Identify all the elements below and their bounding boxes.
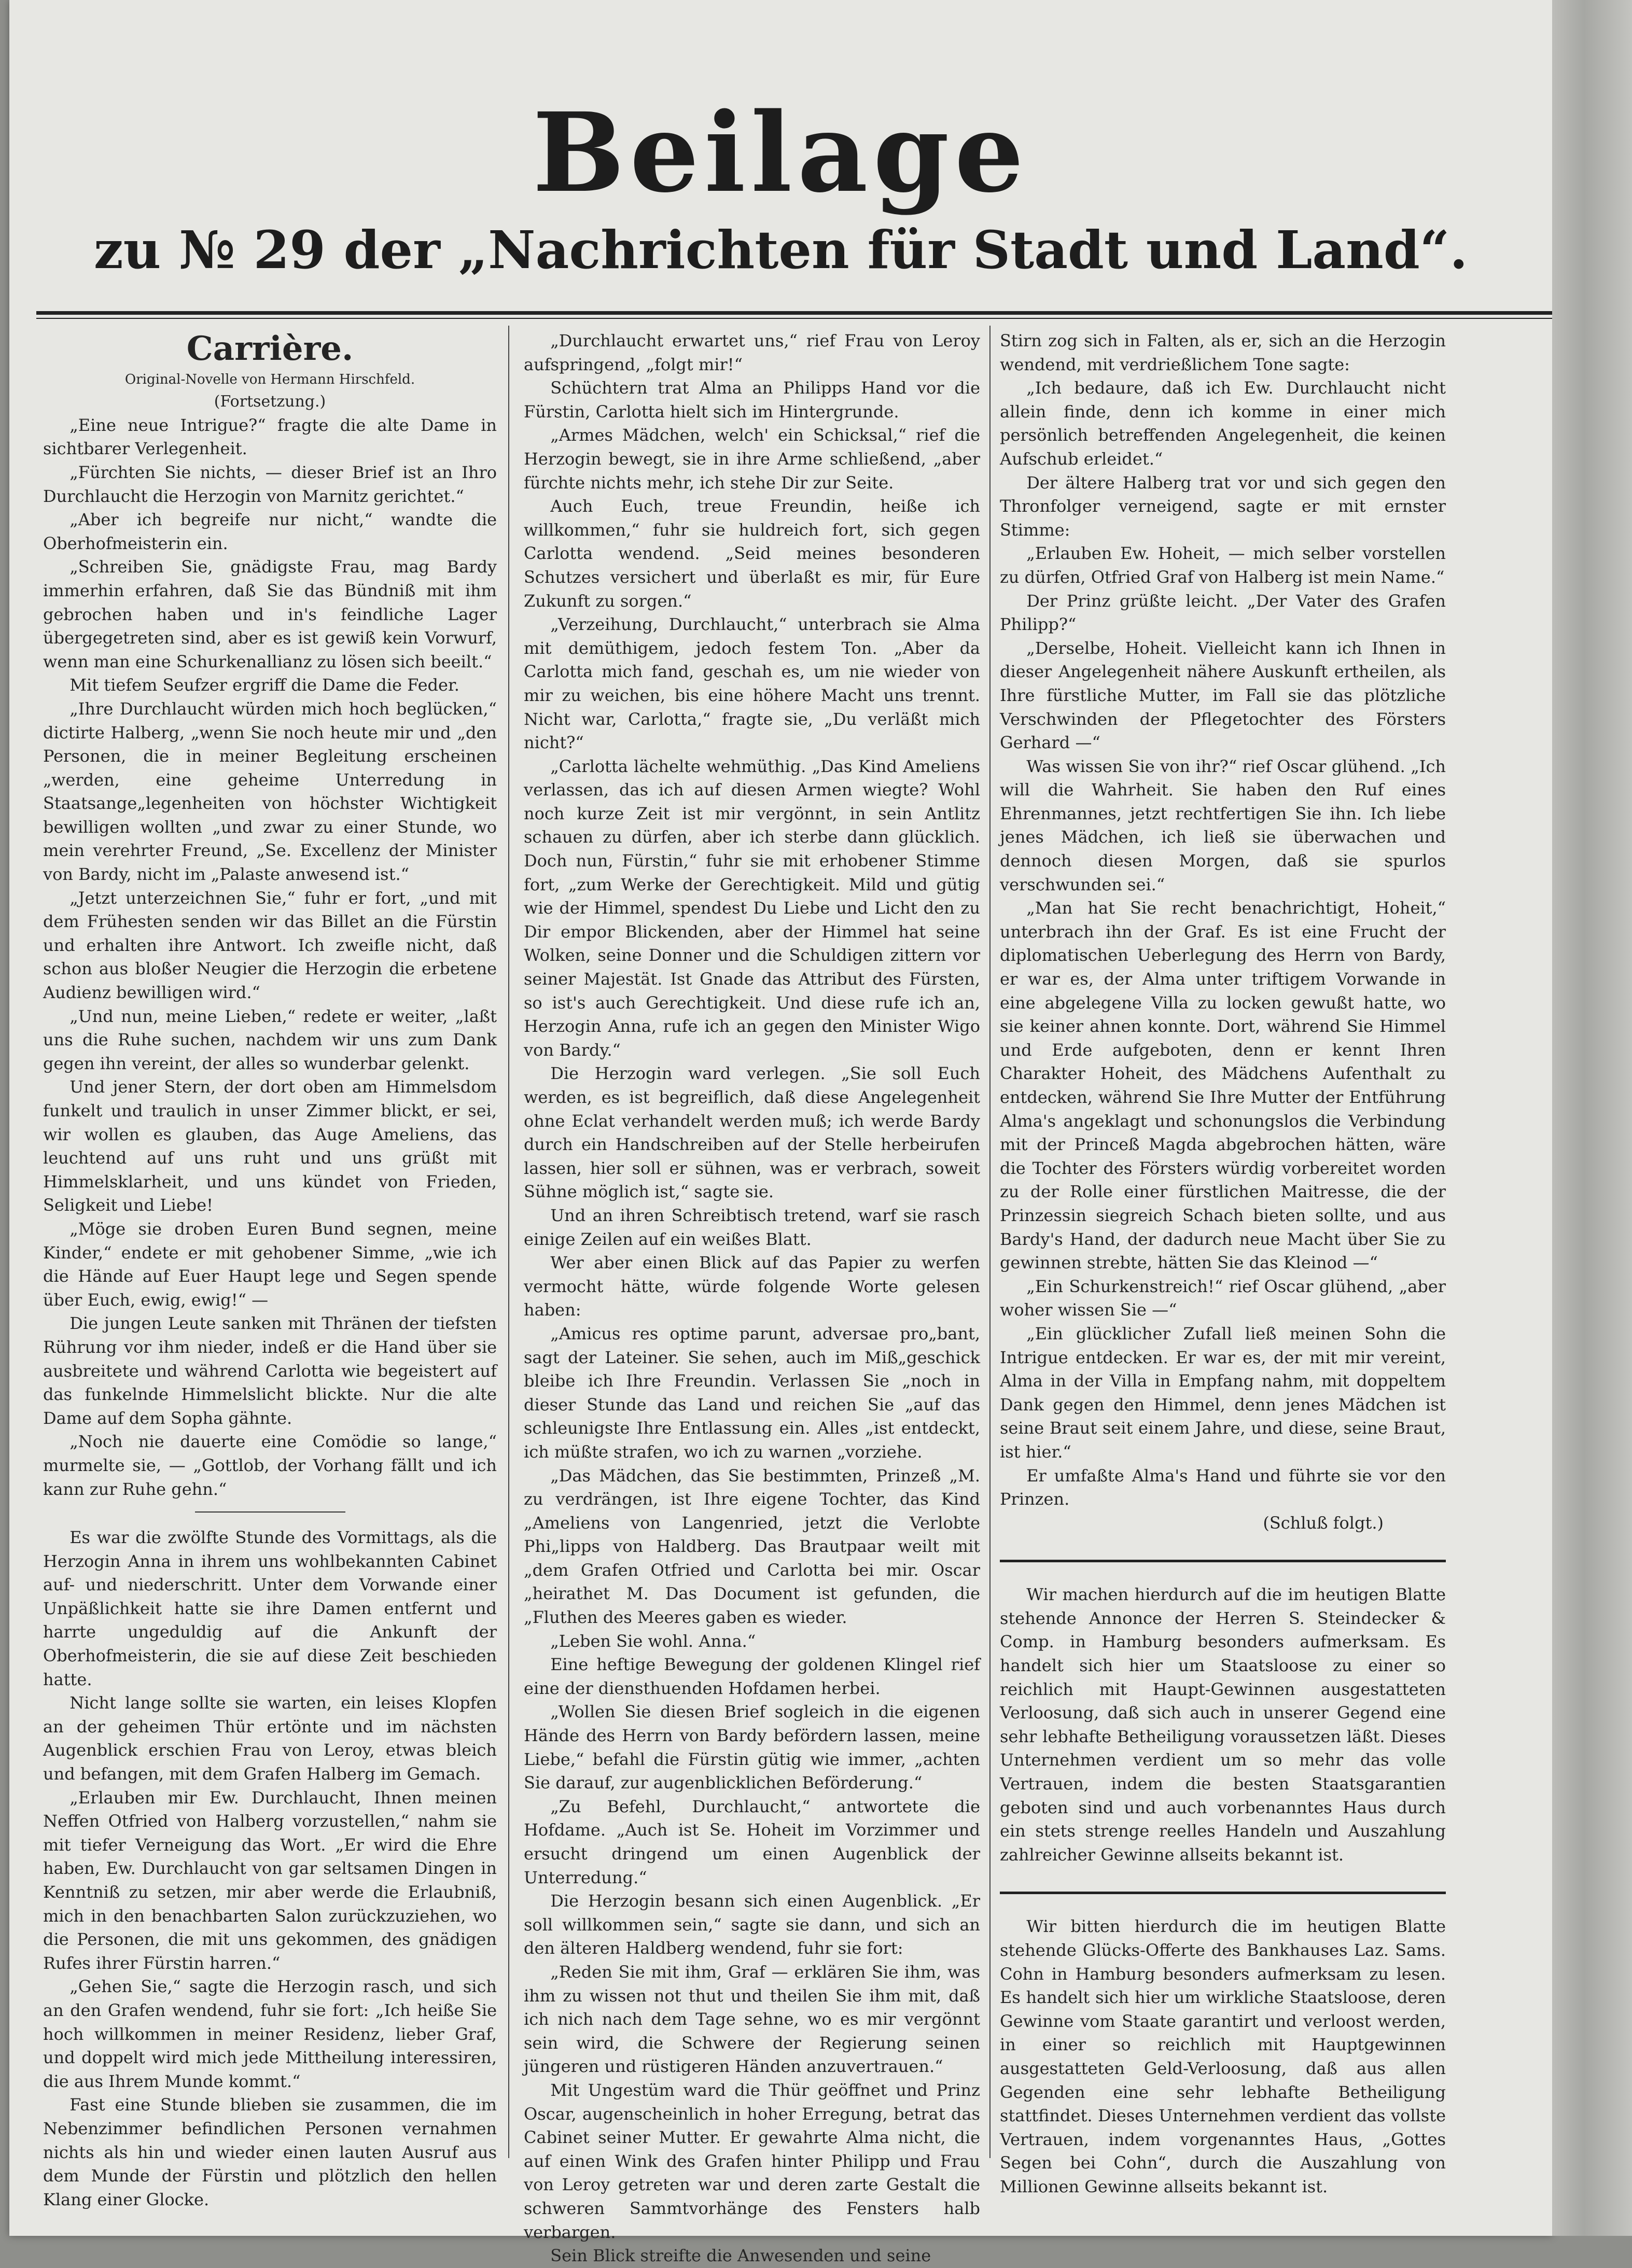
paragraph: „Erlauben mir Ew. Durchlaucht, Ihnen meinen Neffen Otfried von Halberg vorzustellen,“ nahm sie mit tiefer Verneigung das Wort. „Er wird die Ehre haben, Ew. Durchlaucht von gar seltsamen Dingen in Kenntniß zu setzen, mir aber werde die Erlaubniß, mich in den benachbarten Salon zurückzuziehen, wo die Personen, die mit uns gekommen, des gnädigen Rufes ihrer Fürstin harren.“: [43, 1787, 497, 1973]
header-rule-thick: [36, 311, 1553, 315]
paragraph: „Erlauben Ew. Hoheit, — mich selber vorstellen zu dürfen, Otfried Graf von Halberg ist mein Name.“: [1000, 543, 1446, 587]
column-3: [1000, 329, 1446, 2199]
paragraph: „Reden Sie mit ihm, Graf — erklären Sie ihm, was ihm zu wissen not thut und theilen Sie ihm mit, daß ich nich nach dem Tage sehne, wo es mir vergönnt sein wird, die Schwere der Regierung seinen jüngeren und rüstigeren Händen anzuvertrauen.“: [524, 1962, 980, 2077]
paragraph: Die Herzogin ward verlegen. „Sie soll Euch werden, es ist begreiflich, daß diese Angelegenheit ohne Eclat verhandelt werden muß; ich werde Bardy durch ein Handschreiben auf der Stelle herbeirufen lassen, hier soll er sühnen, was er verbrach, soweit Sühne möglich ist,“ sagte sie.: [524, 1063, 980, 1202]
paragraph: „Carlotta lächelte wehmüthig. „Das Kind Ameliens verlassen, das ich auf diesen Armen wiegte? Wohl noch kurze Zeit ist mir vergönnt, in sein Antlitz schauen zu dürfen, aber ich sterbe dann glücklich. Doch nun, Fürstin,“ fuhr sie mit erhobener Stimme fort, „zum Werke der Gerechtigkeit. Mild und gütig wie der Himmel, spendest Du Liebe und Licht den zu Dir empor Blickenden, aber der Himmel hat seine Wolken, seine Donner und die Schuldigen zittern vor seiner Majestät. Ist Gnade das Attribut des Fürsten, so ist's auch Gerechtigkeit. Und diese rufe ich an, Herzogin Anna, rufe ich an gegen den Minister Wigo von Bardy.“: [524, 756, 980, 1060]
article-byline: Original-Novelle von Hermann Hirschfeld.: [124, 371, 415, 387]
paragraph: „Derselbe, Hoheit. Vielleicht kann ich Ihnen in dieser Angelegenheit nähere Auskunft ertheilen, als Ihre fürstliche Mutter, im Fall sie das plötzliche Verschwinden der Pflegetochter des Försters Gerhard —“: [1000, 638, 1446, 753]
paragraph: Stirn zog sich in Falten, als er, sich an die Herzogin wendend, mit verdrießlichem Tone sagte:: [1000, 331, 1446, 374]
header-rule-thin: [36, 318, 1553, 319]
article-continuation: (Fortsetzung.): [214, 392, 326, 411]
paragraph: „Jetzt unterzeichnen Sie,“ fuhr er fort, „und mit dem Frühesten senden wir das Billet an die Fürstin und erhalten ihre Antwort. Ich zweifle nicht, daß schon aus bloßer Neugier die Herzogin die erbetene Audienz bewilligen wird.“: [43, 888, 497, 1003]
adjacent-page-edge: [1552, 0, 1632, 2236]
column-divider-1: [508, 326, 509, 2158]
paragraph: Die Herzogin besann sich einen Augenblick. „Er soll willkommen sein,“ sagte sie dann, und sich an den älteren Haldberg wendend, fuhr sie fort:: [524, 1891, 980, 1958]
paragraph: „Eine neue Intrigue?“ fragte die alte Dame in sichtbarer Verlegenheit.: [43, 415, 497, 459]
letter-signature: „Leben Sie wohl. Anna.“: [550, 1631, 756, 1651]
masthead-title: Beilage: [532, 89, 1029, 217]
paragraph: Und jener Stern, der dort oben am Himmelsdom funkelt und traulich in unser Zimmer blickt, er sei, wir wollen es glauben, das Auge Ameliens, das leuchtend auf uns ruht und uns grüßt mit Himmelsklarheit, und uns kündet von Frieden, Seligkeit und Liebe!: [43, 1077, 497, 1215]
paragraph: „Und nun, meine Lieben,“ redete er weiter, „laßt uns die Ruhe suchen, nachdem wir uns zum Dank gegen ihn vereint, der alles so wunderbar gelenkt.: [43, 1006, 497, 1073]
paragraph: Schüchtern trat Alma an Philipps Hand vor die Fürstin, Carlotta hielt sich im Hintergrunde.: [524, 378, 980, 422]
paragraph: „Durchlaucht erwartet uns,“ rief Frau von Leroy aufspringend, „folgt mir!“: [524, 331, 980, 374]
paragraph: Mit Ungestüm ward die Thür geöffnet und Prinz Oscar, augenscheinlich in hoher Erregung, betrat das Cabinet seiner Mutter. Er gewahrte Alma nicht, die auf einen Wink des Grafen hinter Philipp und Frau von Leroy getreten war und deren zarte Gestalt die schweren Sammtvorhänge des Fensters halb verbargen.: [524, 2080, 980, 2242]
paragraph: Auch Euch, treue Freundin, heiße ich willkommen,“ fuhr sie huldreich fort, sich gegen Carlotta wendend. „Seid meines besonderen Schutzes versichert und überlaßt es mir, für Eure Zukunft zu sorgen.“: [524, 496, 980, 611]
column-2: [524, 329, 980, 2268]
notice-divider-1: [1000, 1560, 1446, 1562]
paragraph: „Ihre Durchlaucht würden mich hoch beglücken,“ dictirte Halberg, „wenn Sie noch heute mir und „den Personen, die in meiner Begleitung erscheinen „werden, eine geheime Unterredung in Staatsange„legenheiten von höchster Wichtigkeit bewilligen wollten „und zwar zu einer Stunde, wo mein verehrter Freund, „Se. Excellenz der Minister von Bardy, nicht im „Palaste anwesend ist.“: [43, 698, 497, 885]
masthead-subtitle: zu № 29 der „Nachrichten für Stadt und Land“.: [93, 219, 1468, 281]
paragraph: „Noch nie dauerte eine Comödie so lange,“ murmelte sie, — „Gottlob, der Vorhang fällt und ich kann zur Ruhe gehn.“: [43, 1432, 497, 1499]
paragraph: Er umfaßte Alma's Hand und führte sie vor den Prinzen.: [1000, 1465, 1446, 1509]
paragraph: Der ältere Halberg trat vor und sich gegen den Thronfolger verneigend, sagte er mit ernster Stimme:: [1000, 472, 1446, 540]
newspaper-page: [9, 0, 1552, 2266]
paragraph: Mit tiefem Seufzer ergriff die Dame die Feder.: [69, 675, 459, 695]
paragraph: „Aber ich begreife nur nicht,“ wandte die Oberhofmeisterin ein.: [43, 510, 497, 553]
quoted-letter: „Amicus res optime parunt, adversae pro„bant, sagt der Lateiner. Sie sehen, auch im Miß„geschick bleibe ich Ihre Freundin. Verlassen Sie „noch in dieser Stunde das Land und reichen Sie „auf das schleunigste Ihre Entlassung ein. Alles „ist entdeckt, ich müßte strafen, wo ich zu warnen „vorziehe.: [524, 1323, 980, 1462]
section-divider: [195, 1511, 345, 1513]
article-title: Carrière.: [186, 329, 354, 368]
paragraph: „Möge sie droben Euren Bund segnen, meine Kinder,“ endete er mit gehobener Simme, „wie ich die Hände auf Euer Haupt lege und Segen spende über Euch, ewig, ewig!“ —: [43, 1219, 497, 1310]
paragraph: „Ich bedaure, daß ich Ew. Durchlaucht nicht allein finde, denn ich komme in einer mich persönlich betreffenden Angelegenheit, die keinen Aufschub erleidet.“: [1000, 378, 1446, 469]
paragraph: Was wissen Sie von ihr?“ rief Oscar glühend. „Ich will die Wahrheit. Sie haben den Ruf eines Ehrenmannes, jetzt rechtfertigen Sie ihn. Ich liebe jenes Mädchen, ich ließ sie überwachen und dennoch diesen Morgen, daß sie spurlos verschwunden sei.“: [1000, 756, 1446, 894]
paragraph: Sein Blick streifte die Anwesenden und seine: [550, 2246, 931, 2266]
paragraph: „Wollen Sie diesen Brief sogleich in die eigenen Hände des Herrn von Bardy befördern lassen, meine Liebe,“ befahl die Fürstin gütig wie immer, „achten Sie darauf, zur augenblicklichen Beförderung.“: [524, 1702, 980, 1793]
paragraph: „Ein glücklicher Zufall ließ meinen Sohn die Intrigue entdecken. Er war es, der mit mir vereint, Alma in der Villa in Empfang nahm, mit doppeltem Dank gegen den Himmel, denn jenes Mädchen ist seine Braut seit einem Jahre, und diese, seine Braut, ist hier.“: [1000, 1323, 1446, 1462]
notice-divider-2: [1000, 1892, 1446, 1894]
paragraph: „Fürchten Sie nichts, — dieser Brief ist an Ihro Durchlaucht die Herzogin von Marnitz gerichtet.“: [43, 462, 497, 506]
paragraph: „Man hat Sie recht benachrichtigt, Hoheit,“ unterbrach ihn der Graf. Es ist eine Frucht der diplomatischen Ueberlegung des Herrn von Bardy, er war es, der Alma unter triftigem Vorwande in eine abgelegene Villa zu locken gewußt hatte, wo sie keiner ahnen konnte. Dort, während Sie Himmel und Erde aufgeboten, denn er kennt Ihren Charakter Hoheit, des Mädchens Aufenthalt zu entdecken, während Sie Ihre Mutter der Entführung Alma's angeklagt und schonungslos die Verbindung mit der Princeß Magda abgebrochen hätten, wäre die Tochter des Försters würdig vorbereitet worden zu der Rolle einer fürstlichen Maitresse, die der Prinzessin siegreich Schach bieten sollte, und aus Bardy's Hand, der dadurch neue Macht über Sie zu gewinnen strebte, hätten Sie das Kleinod —“: [1000, 898, 1446, 1273]
paragraph: „Zu Befehl, Durchlaucht,“ antwortete die Hofdame. „Auch ist Se. Hoheit im Vorzimmer und ersucht dringend um einen Augenblick der Unterredung.“: [524, 1796, 980, 1887]
notice-steindecker: Wir machen hierdurch auf die im heutigen Blatte stehende Annonce der Herren S. Steindecker & Comp. in Hamburg besonders aufmerksam. Es handelt sich hier um Staatsloose zu einer so reichlich mit Haupt-Gewinnen ausgestatteten Verloosung, daß sich auch in unserer Gegend eine sehr lebhafte Betheiligung voraussetzen läßt. Dieses Unternehmen verdient um so mehr das volle Vertrauen, indem die besten Staatsgarantien geboten sind und auch vorbenanntes Haus durch ein stets strenge reelles Handeln und Auszahlung zahlreicher Gewinne allseits bekannt ist.: [1000, 1585, 1446, 1865]
paragraph: Und an ihren Schreibtisch tretend, warf sie rasch einige Zeilen auf ein weißes Blatt.: [524, 1205, 980, 1249]
paragraph: Wer aber einen Blick auf das Papier zu werfen vermocht hätte, würde folgende Worte gelesen haben:: [524, 1253, 980, 1320]
paragraph: Fast eine Stunde blieben sie zusammen, die im Nebenzimmer befindlichen Personen vernahmen nichts als hin und wieder einen lauten Ausruf aus dem Munde der Fürstin und plötzlich den hellen Klang einer Glocke.: [43, 2095, 497, 2209]
paragraph: Nicht lange sollte sie warten, ein leises Klopfen an der geheimen Thür ertönte und im nächsten Augenblick erschien Frau von Leroy, etwas bleich und befangen, mit dem Grafen Halberg im Gemach.: [43, 1693, 497, 1784]
paragraph: Die jungen Leute sanken mit Thränen der tiefsten Rührung vor ihm nieder, indeß er die Hand über sie ausbreitete und während Carlotta wie begeistert auf das funkelnde Himmelslicht blickte. Nur die alte Dame auf dem Sopha gähnte.: [43, 1313, 497, 1428]
to-be-continued: (Schluß folgt.): [1263, 1513, 1384, 1533]
paragraph: „Ein Schurkenstreich!“ rief Oscar glühend, „aber woher wissen Sie —“: [1000, 1276, 1446, 1320]
column-divider-2: [989, 326, 991, 2158]
notice-cohn: Wir bitten hierdurch die im heutigen Blatte stehende Glücks-Offerte des Bankhauses Laz. Sams. Cohn in Hamburg besonders aufmerksam zu lesen. Es handelt sich hier um wirkliche Staatsloose, deren Gewinne vom Staate garantirt und verloost werden, in einer so reichlich mit Hauptgewinnen ausgestatteten Geld-Verloosung, daß aus allen Gegenden eine sehr lebhafte Betheiligung stattfindet. Dieses Unternehmen verdient das vollste Vertrauen, indem vorgenanntes Haus, „Gottes Segen bei Cohn“, durch die Auszahlung von Millionen Gewinne allseits bekannt ist.: [1000, 1916, 1446, 2196]
column-1: [43, 329, 497, 2211]
paragraph: „Armes Mädchen, welch' ein Schicksal,“ rief die Herzogin bewegt, sie in ihre Arme schließend, „aber fürchte nichts mehr, ich stehe Dir zur Seite.: [524, 425, 980, 493]
paragraph: Es war die zwölfte Stunde des Vormittags, als die Herzogin Anna in ihrem uns wohlbekannten Cabinet auf- und niederschritt. Unter dem Vorwande einer Unpäßlichkeit hatte sie ihre Damen entfernt und harrte ungeduldig auf die Ankunft der Oberhofmeisterin, die sie auf diese Zeit beschieden hatte.: [43, 1528, 497, 1689]
paragraph: Der Prinz grüßte leicht. „Der Vater des Grafen Philipp?“: [1000, 591, 1446, 635]
paragraph: „Gehen Sie,“ sagte die Herzogin rasch, und sich an den Grafen wendend, fuhr sie fort: „Ich heiße Sie hoch willkommen in meiner Residenz, lieber Graf, und doppelt wird mich jede Mittheilung interessiren, die aus Ihrem Munde kommt.“: [43, 1977, 497, 2091]
paragraph: „Schreiben Sie, gnädigste Frau, mag Bardy immerhin erfahren, daß Sie das Bündniß mit ihm gebrochen haben und in's feindliche Lager übergegetreten sind, aber es ist gewiß kein Vorwurf, wenn man eine Schurkenallianz zu lösen sich beeilt.“: [43, 557, 497, 671]
quoted-letter: „Das Mädchen, das Sie bestimmten, Prinzeß „M. zu verdrängen, ist Ihre eigene Tochter, das Kind „Ameliens von Langenried, jetzt die Verlobte Phi„lipps von Haldberg. Das Brautpaar weilt mit „dem Grafen Otfried und Carlotta bei mir. Oscar „heirathet M. Das Document ist gefunden, die „Fluthen des Meeres gaben es wieder.: [524, 1465, 980, 1628]
paragraph: Eine heftige Bewegung der goldenen Klingel rief eine der diensthuenden Hofdamen herbei.: [524, 1655, 980, 1698]
paragraph: „Verzeihung, Durchlaucht,“ unterbrach sie Alma mit demüthigem, jedoch festem Ton. „Aber da Carlotta mich fand, geschah es, um nie wieder von mir zu weichen, bis eine höhere Macht uns trennt. Nicht war, Carlotta,“ fragte sie, „Du verläßt mich nicht?“: [524, 614, 980, 753]
